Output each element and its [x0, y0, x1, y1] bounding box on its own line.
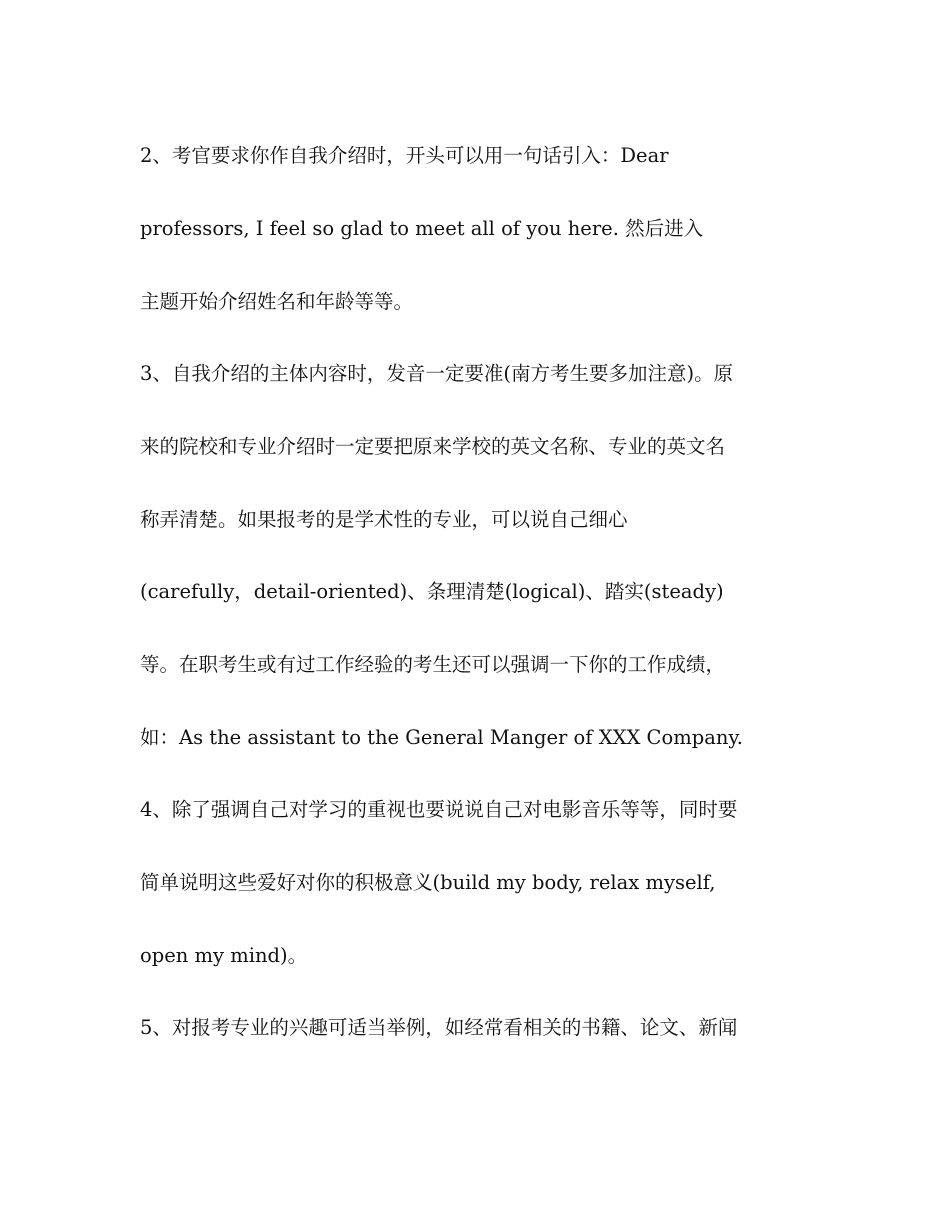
text-line: 2、考官要求你作自我介绍时，开头可以用一句话引入：Dear	[140, 144, 669, 167]
text-line: 4、除了强调自己对学习的重视也要说说自己对电影音乐等等，同时要	[140, 798, 738, 821]
text-line: 等。在职考生或有过工作经验的考生还可以强调一下你的工作成绩，	[140, 653, 726, 676]
text-line: professors, I feel so glad to meet all of you here. 然后进入	[140, 217, 704, 240]
text-line: (carefully，detail-oriented)、条理清楚(logical)、踏实(steady)	[140, 580, 724, 603]
text-line: 3、自我介绍的主体内容时，发音一定要准(南方考生要多加注意)。原	[140, 362, 734, 385]
text-line: 简单说明这些爱好对你的积极意义(build my body, relax myself,	[140, 871, 716, 894]
text-line: 来的院校和专业介绍时一定要把原来学校的英文名称、专业的英文名	[140, 435, 726, 458]
text-line: open my mind)。	[140, 944, 308, 967]
text-line: 称弄清楚。如果报考的是学术性的专业，可以说自己细心	[140, 508, 628, 531]
text-line: 如：As the assistant to the General Manger of XXX Company.	[140, 726, 744, 749]
text-line: 5、对报考专业的兴趣可适当举例，如经常看相关的书籍、论文、新闻	[140, 1016, 738, 1039]
text-line: 主题开始介绍姓名和年龄等等。	[140, 290, 414, 313]
